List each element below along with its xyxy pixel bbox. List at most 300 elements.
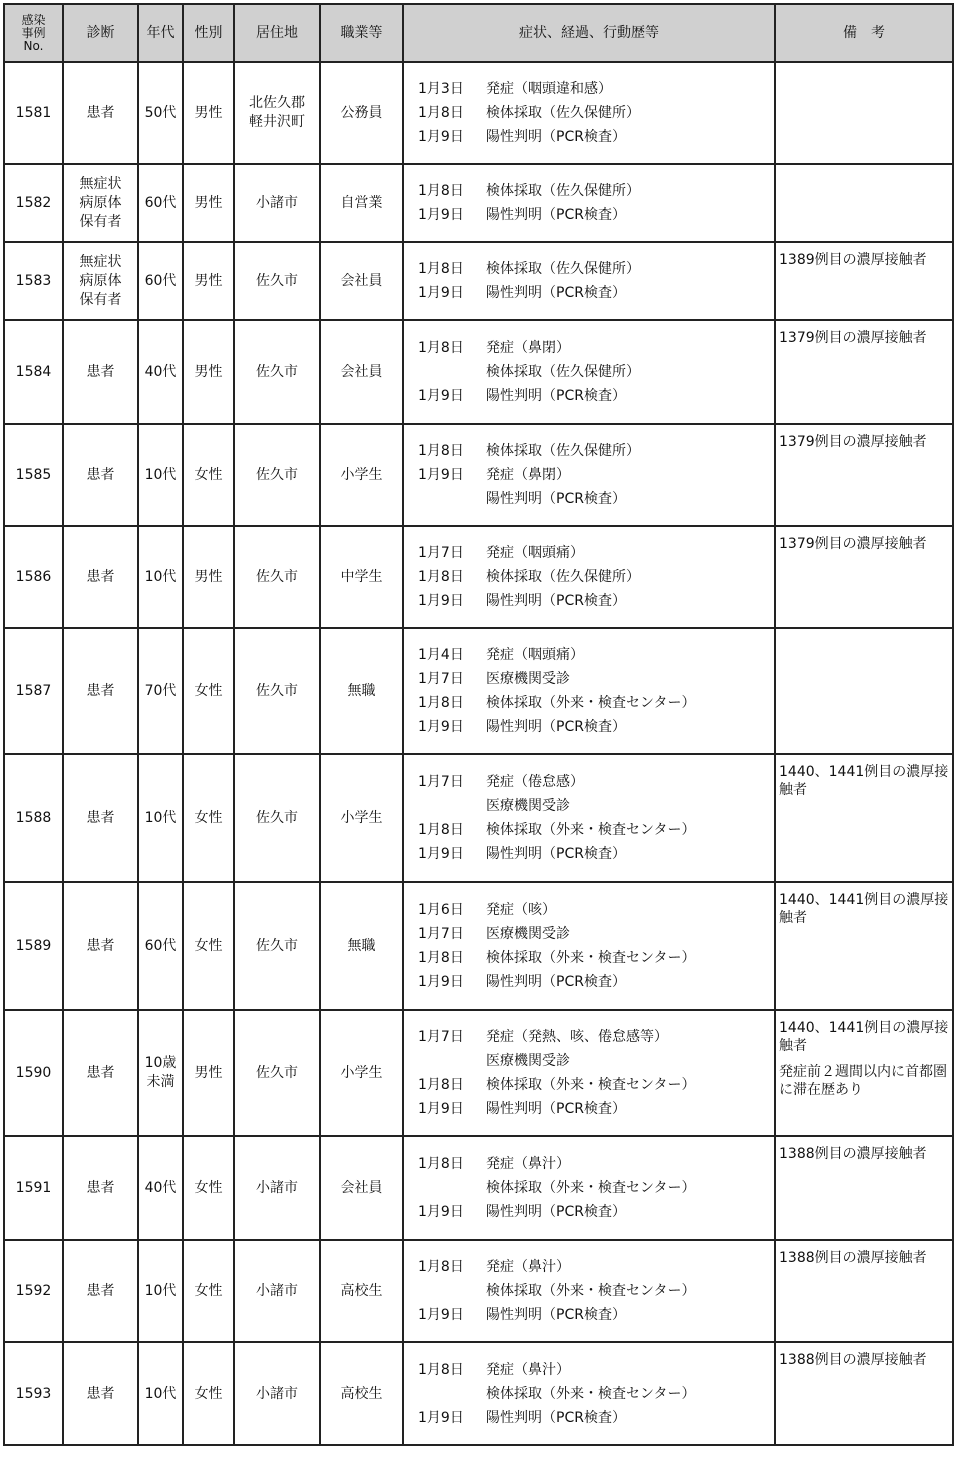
diagnosis-line: 患者 xyxy=(86,467,115,483)
event-date: 1月6日 xyxy=(418,902,464,918)
remark-text: 1388例目の濃厚接触者 xyxy=(779,1352,927,1368)
diagnosis-line: 患者 xyxy=(86,569,115,585)
header-course: 症状、経過、行動歴等 xyxy=(403,4,775,62)
age-line: 10代 xyxy=(144,467,177,483)
diagnosis-line: 患者 xyxy=(86,810,115,826)
age-line: 60代 xyxy=(144,273,177,289)
age-line: 40代 xyxy=(144,1180,177,1196)
event-line xyxy=(418,463,774,487)
event-date: 1月7日 xyxy=(418,671,464,687)
sex-cell: 男性 xyxy=(183,1010,234,1136)
header-occupation: 職業等 xyxy=(320,4,403,62)
event-date: 1月9日 xyxy=(418,1409,464,1426)
event-text: 検体採取（外来・検査センター） xyxy=(486,1180,696,1196)
event-date: 1月9日 xyxy=(418,1204,464,1220)
occupation-cell: 小学生 xyxy=(320,424,403,526)
occupation-cell: 小学生 xyxy=(320,754,403,882)
event-line xyxy=(418,1097,774,1121)
diagnosis-line: 保有者 xyxy=(79,213,122,230)
event-text: 検体採取（佐久保健所） xyxy=(486,183,640,199)
header-row xyxy=(4,4,953,62)
residence-cell xyxy=(234,424,320,526)
event-date: 1月8日 xyxy=(418,443,464,459)
diagnosis-line: 患者 xyxy=(86,683,115,699)
remark-text: 1379例目の濃厚接触者 xyxy=(779,434,927,450)
event-line xyxy=(418,898,774,922)
event-line xyxy=(418,1358,774,1382)
course-cell xyxy=(403,1240,775,1342)
sex-cell: 女性 xyxy=(183,1240,234,1342)
event-line xyxy=(418,1176,774,1200)
table-row xyxy=(4,754,953,882)
residence-cell xyxy=(234,1010,320,1136)
case-no: 1593 xyxy=(4,1342,63,1445)
table-row xyxy=(4,1342,953,1445)
diagnosis-line: 患者 xyxy=(86,1385,115,1402)
course-cell xyxy=(403,526,775,628)
case-no: 1589 xyxy=(4,882,63,1010)
event-date xyxy=(418,360,486,384)
event-text: 陽性判明（PCR検査） xyxy=(486,491,626,507)
event-line xyxy=(418,77,774,101)
course-cell xyxy=(403,164,775,242)
diagnosis-cell xyxy=(63,628,138,754)
event-date: 1月9日 xyxy=(418,207,464,223)
residence-line: 軽井沢町 xyxy=(249,114,305,130)
age-cell xyxy=(138,62,183,164)
diagnosis-cell xyxy=(63,526,138,628)
diagnosis-cell xyxy=(63,1342,138,1445)
age-cell xyxy=(138,628,183,754)
residence-line: 佐久市 xyxy=(256,364,298,380)
event-line xyxy=(418,818,774,842)
event-text: 発症（咳） xyxy=(486,902,556,918)
course-cell xyxy=(403,882,775,1010)
diagnosis-cell xyxy=(63,424,138,526)
event-line xyxy=(418,360,774,384)
diagnosis-line: 病原体 xyxy=(79,272,122,289)
event-line xyxy=(418,179,774,203)
event-text: 検体採取（佐久保健所） xyxy=(486,569,640,585)
age-line: 10歳 xyxy=(144,1055,177,1071)
age-cell xyxy=(138,164,183,242)
event-line xyxy=(418,1152,774,1176)
remark-text: 1379例目の濃厚接触者 xyxy=(779,536,927,552)
sex-cell: 男性 xyxy=(183,526,234,628)
remarks-cell xyxy=(775,882,953,1010)
event-date: 1月4日 xyxy=(418,647,464,663)
occupation-cell: 中学生 xyxy=(320,526,403,628)
event-text: 陽性判明（PCR検査） xyxy=(486,129,626,145)
age-cell xyxy=(138,882,183,1010)
event-text: 発症（鼻閉） xyxy=(486,467,570,483)
age-cell xyxy=(138,754,183,882)
event-date: 1月9日 xyxy=(418,719,464,735)
case-no: 1583 xyxy=(4,242,63,320)
table-row xyxy=(4,164,953,242)
case-no: 1581 xyxy=(4,62,63,164)
diagnosis-cell xyxy=(63,882,138,1010)
event-text: 検体採取（外来・検査センター） xyxy=(486,695,696,711)
event-line xyxy=(418,770,774,794)
age-line: 10代 xyxy=(144,1385,177,1402)
remark-text: 1389例目の濃厚接触者 xyxy=(779,252,927,268)
event-line xyxy=(418,1255,774,1279)
sex-cell: 女性 xyxy=(183,1136,234,1240)
event-line xyxy=(418,439,774,463)
remark-text: 1440、1441例目の濃厚接触者 xyxy=(779,892,949,926)
event-date xyxy=(418,1279,486,1303)
event-text: 検体採取（外来・検査センター） xyxy=(486,950,696,966)
course-cell xyxy=(403,62,775,164)
remarks-cell xyxy=(775,1342,953,1445)
header-age: 年代 xyxy=(138,4,183,62)
event-line xyxy=(418,565,774,589)
remark-text: 1440、1441例目の濃厚接触者 xyxy=(779,764,949,798)
event-text: 発症（鼻汁） xyxy=(486,1361,570,1378)
event-line xyxy=(418,922,774,946)
age-line: 60代 xyxy=(144,938,177,954)
event-line xyxy=(418,336,774,360)
event-text: 陽性判明（PCR検査） xyxy=(486,719,626,735)
case-no: 1591 xyxy=(4,1136,63,1240)
event-line xyxy=(418,487,774,511)
table-row xyxy=(4,62,953,164)
case-table xyxy=(3,3,954,1446)
table-row xyxy=(4,1240,953,1342)
event-text: 陽性判明（PCR検査） xyxy=(486,593,626,609)
event-date: 1月9日 xyxy=(418,285,464,301)
event-text: 陽性判明（PCR検査） xyxy=(486,1409,626,1426)
age-line: 10代 xyxy=(144,810,177,826)
occupation-cell: 無職 xyxy=(320,628,403,754)
event-date: 1月8日 xyxy=(418,261,464,277)
event-text: 陽性判明（PCR検査） xyxy=(486,846,626,862)
event-date: 1月9日 xyxy=(418,1307,464,1323)
event-text: 陽性判明（PCR検査） xyxy=(486,974,626,990)
remarks-cell xyxy=(775,526,953,628)
diagnosis-cell xyxy=(63,62,138,164)
event-line xyxy=(418,643,774,667)
event-text: 発症（発熱、咳、倦怠感等） xyxy=(486,1029,668,1045)
event-date: 1月8日 xyxy=(418,105,464,121)
sex-cell: 女性 xyxy=(183,628,234,754)
remarks-cell xyxy=(775,1240,953,1342)
residence-line: 小諸市 xyxy=(256,195,298,211)
event-line xyxy=(418,281,774,305)
event-line xyxy=(418,1303,774,1327)
event-text: 発症（咽頭違和感） xyxy=(486,81,612,97)
remarks-cell xyxy=(775,62,953,164)
header-sex: 性別 xyxy=(183,4,234,62)
residence-line: 北佐久郡 xyxy=(249,95,305,111)
event-text: 発症（鼻汁） xyxy=(486,1156,570,1172)
diagnosis-line: 患者 xyxy=(86,1283,115,1299)
diagnosis-cell xyxy=(63,1136,138,1240)
age-line: 10代 xyxy=(144,569,177,585)
sex-cell: 男性 xyxy=(183,242,234,320)
diagnosis-line: 患者 xyxy=(86,105,115,121)
event-text: 陽性判明（PCR検査） xyxy=(486,1204,626,1220)
table-body xyxy=(4,62,953,1445)
residence-cell xyxy=(234,242,320,320)
course-cell xyxy=(403,320,775,424)
event-date: 1月9日 xyxy=(418,974,464,990)
remarks-cell xyxy=(775,320,953,424)
diagnosis-cell xyxy=(63,1010,138,1136)
residence-line: 佐久市 xyxy=(256,1065,298,1081)
age-cell xyxy=(138,242,183,320)
event-text: 検体採取（佐久保健所） xyxy=(486,364,640,380)
event-date: 1月8日 xyxy=(418,950,464,966)
event-date: 1月7日 xyxy=(418,1029,464,1045)
residence-line: 佐久市 xyxy=(256,569,298,585)
event-line xyxy=(418,101,774,125)
event-text: 検体採取（佐久保健所） xyxy=(486,261,640,277)
diagnosis-line: 無症状 xyxy=(79,253,122,270)
residence-cell xyxy=(234,1240,320,1342)
case-no: 1587 xyxy=(4,628,63,754)
case-no: 1592 xyxy=(4,1240,63,1342)
diagnosis-line: 患者 xyxy=(86,364,115,380)
event-line xyxy=(418,715,774,739)
age-cell xyxy=(138,1136,183,1240)
event-text: 医療機関受診 xyxy=(486,798,570,814)
event-text: 陽性判明（PCR検査） xyxy=(486,285,626,301)
remarks-cell xyxy=(775,1136,953,1240)
age-cell xyxy=(138,320,183,424)
occupation-cell: 無職 xyxy=(320,882,403,1010)
event-text: 検体採取（佐久保健所） xyxy=(486,105,640,121)
header-diagnosis: 診断 xyxy=(63,4,138,62)
event-date: 1月8日 xyxy=(418,340,464,356)
event-text: 検体採取（外来・検査センター） xyxy=(486,822,696,838)
diagnosis-cell xyxy=(63,1240,138,1342)
sex-cell: 男性 xyxy=(183,164,234,242)
remarks-cell xyxy=(775,1010,953,1136)
event-date: 1月8日 xyxy=(418,695,464,711)
sex-cell: 女性 xyxy=(183,882,234,1010)
event-date: 1月8日 xyxy=(418,1156,464,1172)
occupation-cell: 会社員 xyxy=(320,242,403,320)
event-line xyxy=(418,1049,774,1073)
case-no: 1585 xyxy=(4,424,63,526)
case-no: 1590 xyxy=(4,1010,63,1136)
residence-cell xyxy=(234,1136,320,1240)
diagnosis-cell xyxy=(63,164,138,242)
event-text: 医療機関受診 xyxy=(486,926,570,942)
event-text: 発症（咽頭痛） xyxy=(486,647,584,663)
header-case-no xyxy=(4,4,63,62)
event-line xyxy=(418,125,774,149)
event-date: 1月8日 xyxy=(418,1259,464,1275)
event-date xyxy=(418,794,486,818)
event-text: 医療機関受診 xyxy=(486,1053,570,1069)
event-line xyxy=(418,541,774,565)
remarks-cell xyxy=(775,424,953,526)
event-text: 発症（鼻閉） xyxy=(486,340,570,356)
event-text: 検体採取（外来・検査センター） xyxy=(486,1283,696,1299)
residence-cell xyxy=(234,62,320,164)
residence-line: 小諸市 xyxy=(256,1385,298,1402)
course-cell xyxy=(403,628,775,754)
event-date xyxy=(418,1049,486,1073)
event-text: 検体採取（佐久保健所） xyxy=(486,443,640,459)
course-cell xyxy=(403,754,775,882)
course-cell xyxy=(403,242,775,320)
event-date: 1月9日 xyxy=(418,388,464,404)
event-date xyxy=(418,487,486,511)
event-line xyxy=(418,1073,774,1097)
sex-cell: 男性 xyxy=(183,62,234,164)
table-row xyxy=(4,526,953,628)
residence-line: 佐久市 xyxy=(256,938,298,954)
case-no: 1588 xyxy=(4,754,63,882)
case-no: 1584 xyxy=(4,320,63,424)
table-row xyxy=(4,1010,953,1136)
residence-cell xyxy=(234,320,320,424)
header-case-no-line: 事例 xyxy=(21,25,46,40)
remark-text: 発症前２週間以内に首都圏に滞在歴あり xyxy=(779,1064,947,1098)
occupation-cell: 高校生 xyxy=(320,1240,403,1342)
event-date xyxy=(418,1382,486,1406)
course-cell xyxy=(403,1136,775,1240)
residence-line: 佐久市 xyxy=(256,467,298,483)
course-cell xyxy=(403,1342,775,1445)
residence-cell xyxy=(234,882,320,1010)
occupation-cell: 公務員 xyxy=(320,62,403,164)
case-no: 1582 xyxy=(4,164,63,242)
event-date: 1月3日 xyxy=(418,81,464,97)
event-date: 1月9日 xyxy=(418,846,464,862)
event-date: 1月7日 xyxy=(418,926,464,942)
header-remarks: 備 考 xyxy=(775,4,953,62)
residence-cell xyxy=(234,754,320,882)
sex-cell: 女性 xyxy=(183,754,234,882)
event-text: 陽性判明（PCR検査） xyxy=(486,207,626,223)
occupation-cell: 会社員 xyxy=(320,1136,403,1240)
event-date: 1月7日 xyxy=(418,774,464,790)
diagnosis-line: 患者 xyxy=(86,1065,115,1081)
event-text: 検体採取（外来・検査センター） xyxy=(486,1077,696,1093)
event-date: 1月9日 xyxy=(418,1101,464,1117)
sex-cell: 男性 xyxy=(183,320,234,424)
remark-text: 1440、1441例目の濃厚接触者 xyxy=(779,1020,949,1054)
remark-text: 1388例目の濃厚接触者 xyxy=(779,1250,927,1266)
event-line xyxy=(418,1382,774,1406)
event-line xyxy=(418,970,774,994)
event-date: 1月7日 xyxy=(418,545,464,561)
event-line xyxy=(418,1406,774,1430)
diagnosis-cell xyxy=(63,242,138,320)
event-line xyxy=(418,203,774,227)
event-date: 1月8日 xyxy=(418,1361,464,1378)
diagnosis-line: 病原体 xyxy=(79,194,122,211)
event-line xyxy=(418,691,774,715)
event-line xyxy=(418,842,774,866)
event-text: 陽性判明（PCR検査） xyxy=(486,388,626,404)
event-text: 発症（倦怠感） xyxy=(486,774,584,790)
table-row xyxy=(4,628,953,754)
event-line xyxy=(418,1200,774,1224)
event-date: 1月9日 xyxy=(418,467,464,483)
event-line xyxy=(418,667,774,691)
residence-line: 小諸市 xyxy=(256,1283,298,1299)
header-case-no-line: No. xyxy=(23,38,44,53)
table-row xyxy=(4,882,953,1010)
course-cell xyxy=(403,1010,775,1136)
diagnosis-line: 患者 xyxy=(86,938,115,954)
remark-text: 1388例目の濃厚接触者 xyxy=(779,1146,927,1162)
age-cell xyxy=(138,424,183,526)
table-row xyxy=(4,424,953,526)
residence-cell xyxy=(234,1342,320,1445)
occupation-cell: 高校生 xyxy=(320,1342,403,1445)
event-line xyxy=(418,1025,774,1049)
occupation-cell: 会社員 xyxy=(320,320,403,424)
course-cell xyxy=(403,424,775,526)
residence-line: 佐久市 xyxy=(256,683,298,699)
event-text: 発症（咽頭痛） xyxy=(486,545,584,561)
age-line: 未満 xyxy=(146,1074,175,1090)
age-line: 40代 xyxy=(144,364,177,380)
event-date: 1月8日 xyxy=(418,822,464,838)
age-line: 60代 xyxy=(144,195,177,211)
header-residence: 居住地 xyxy=(234,4,320,62)
residence-cell xyxy=(234,164,320,242)
remarks-cell xyxy=(775,754,953,882)
case-no: 1586 xyxy=(4,526,63,628)
event-text: 検体採取（外来・検査センター） xyxy=(486,1385,696,1402)
residence-line: 小諸市 xyxy=(256,1180,298,1196)
event-text: 発症（鼻汁） xyxy=(486,1259,570,1275)
residence-line: 佐久市 xyxy=(256,810,298,826)
table-row xyxy=(4,320,953,424)
age-line: 50代 xyxy=(144,105,177,121)
age-cell xyxy=(138,526,183,628)
event-text: 陽性判明（PCR検査） xyxy=(486,1101,626,1117)
sex-cell: 女性 xyxy=(183,424,234,526)
age-line: 10代 xyxy=(144,1283,177,1299)
age-cell xyxy=(138,1240,183,1342)
remarks-cell xyxy=(775,164,953,242)
event-date: 1月8日 xyxy=(418,569,464,585)
event-text: 医療機関受診 xyxy=(486,671,570,687)
residence-cell xyxy=(234,628,320,754)
event-date: 1月9日 xyxy=(418,129,464,145)
diagnosis-cell xyxy=(63,320,138,424)
table-row xyxy=(4,1136,953,1240)
event-line xyxy=(418,1279,774,1303)
event-date: 1月9日 xyxy=(418,593,464,609)
diagnosis-line: 保有者 xyxy=(79,291,122,308)
event-text: 陽性判明（PCR検査） xyxy=(486,1307,626,1323)
event-line xyxy=(418,384,774,408)
remarks-cell xyxy=(775,242,953,320)
age-cell xyxy=(138,1010,183,1136)
diagnosis-line: 患者 xyxy=(86,1180,115,1196)
remark-text: 1379例目の濃厚接触者 xyxy=(779,330,927,346)
event-date xyxy=(418,1176,486,1200)
occupation-cell: 小学生 xyxy=(320,1010,403,1136)
event-line xyxy=(418,257,774,281)
residence-line: 佐久市 xyxy=(256,273,298,289)
diagnosis-line: 無症状 xyxy=(79,175,122,192)
age-line: 70代 xyxy=(144,683,177,699)
event-line xyxy=(418,946,774,970)
event-date: 1月8日 xyxy=(418,183,464,199)
sex-cell: 女性 xyxy=(183,1342,234,1445)
